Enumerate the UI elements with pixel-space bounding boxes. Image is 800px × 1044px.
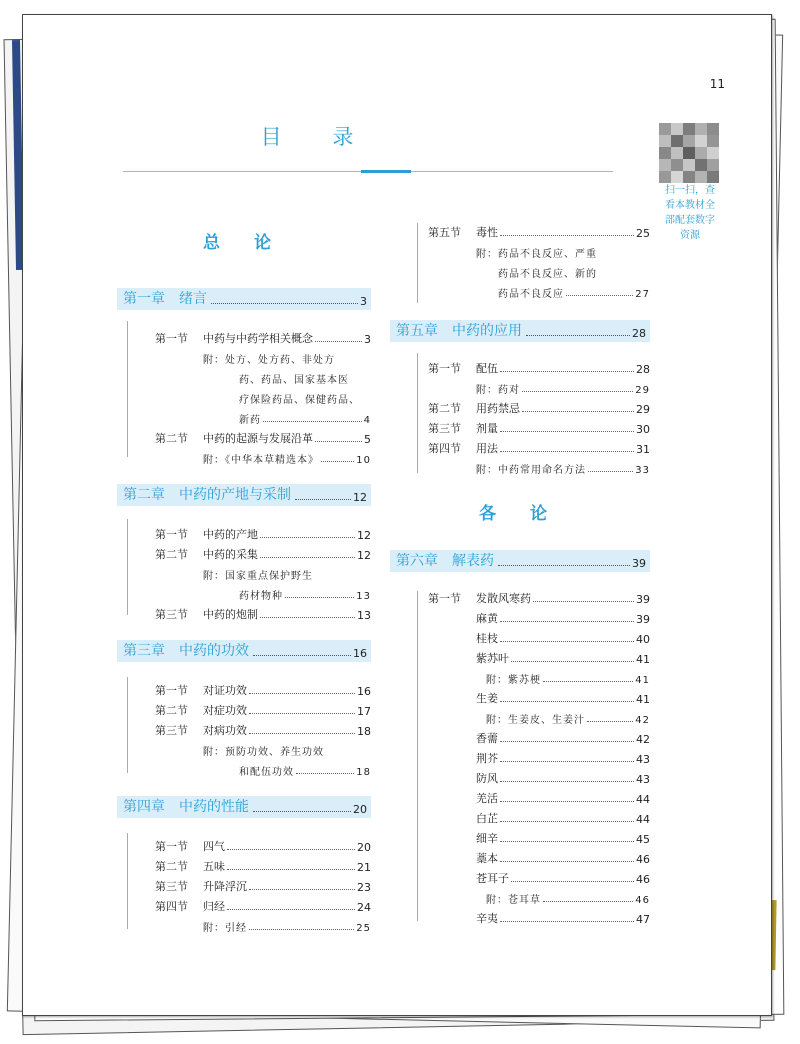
entry-title: 用药禁忌 <box>476 402 520 415</box>
section-number: 第三节 <box>428 422 461 435</box>
chapter-label: 第一章 绪言 <box>123 291 207 307</box>
herb-entry[interactable] <box>390 906 650 926</box>
entry-title: 配伍 <box>476 362 498 375</box>
page-number: 11 <box>709 77 725 91</box>
chapter-2-heading[interactable] <box>117 484 371 506</box>
page-ref: 44 <box>636 793 650 806</box>
page-ref: 43 <box>636 753 650 766</box>
page-ref: 40 <box>636 633 650 646</box>
entry-title: 香薷 <box>476 732 498 745</box>
toc-entry[interactable] <box>117 894 371 914</box>
section-number: 第三节 <box>155 608 188 621</box>
entry-title: 剂量 <box>476 422 498 435</box>
entry-title: 发散风寒药 <box>476 592 531 605</box>
page-ref: 25 <box>356 923 371 934</box>
herb-entry[interactable] <box>390 646 650 666</box>
entry-title: 麻黄 <box>476 612 498 625</box>
page-ref: 24 <box>357 901 371 914</box>
page-ref: 3 <box>364 333 371 346</box>
page-ref: 31 <box>636 443 650 456</box>
entry-title: 对症功效 <box>203 704 247 717</box>
entry-title: 四气 <box>203 840 225 853</box>
section-number: 第四节 <box>155 900 188 913</box>
section-number: 第一节 <box>428 592 461 605</box>
appendix-entry[interactable] <box>390 886 650 906</box>
entry-title: 附：生姜皮、生姜汁 <box>486 715 585 726</box>
entry-title: 附：中药常用命名方法 <box>476 465 586 476</box>
entry-title: 对证功效 <box>203 684 247 697</box>
chapter-5-heading[interactable] <box>390 320 650 342</box>
herb-entry[interactable] <box>390 846 650 866</box>
entry-title: 附：紫苏梗 <box>486 675 541 686</box>
page-ref: 13 <box>356 591 371 602</box>
entry-title: 附：引经 <box>203 923 247 934</box>
toc-entry[interactable] <box>117 678 371 698</box>
column-rule <box>417 353 418 473</box>
toc-entry[interactable] <box>117 522 371 542</box>
chapter-3-heading[interactable] <box>117 640 371 662</box>
entry-title: 辛夷 <box>476 912 498 925</box>
appendix-entry[interactable] <box>117 346 371 366</box>
toc-entry[interactable] <box>117 542 371 562</box>
section-number: 第二节 <box>155 860 188 873</box>
column-rule <box>417 223 418 303</box>
herb-entry[interactable] <box>390 726 650 746</box>
appendix-entry[interactable] <box>390 376 650 396</box>
entry-title: 附：预防功效、养生功效 <box>203 747 324 758</box>
toc-entry[interactable] <box>390 356 650 376</box>
qr-caption-line: 资源 <box>680 230 700 241</box>
entry-title: 藁本 <box>476 852 498 865</box>
column-rule <box>127 833 128 929</box>
herb-entry[interactable] <box>390 866 650 886</box>
toc-left-column <box>117 230 371 934</box>
appendix-entry[interactable] <box>117 446 371 466</box>
page-ref: 4 <box>363 415 371 426</box>
section-number: 第二节 <box>155 432 188 445</box>
entry-title: 附：处方、处方药、非处方 <box>203 355 335 366</box>
entry-title: 药材物种 <box>239 591 283 602</box>
qr-code-image[interactable] <box>659 123 719 183</box>
toc-entry[interactable] <box>117 426 371 446</box>
column-rule <box>127 677 128 773</box>
entry-title: 中药的产地 <box>203 528 258 541</box>
entry-title: 苍耳子 <box>476 872 509 885</box>
entry-title: 药品不良反应、新的 <box>498 269 597 280</box>
toc-entry[interactable] <box>390 436 650 456</box>
section-number: 第二节 <box>428 402 461 415</box>
page-ref: 39 <box>636 613 650 626</box>
page-ref: 25 <box>636 227 650 240</box>
entry-title: 附：药品不良反应、严重 <box>476 249 597 260</box>
chapter-6-heading[interactable] <box>390 550 650 572</box>
page-ref: 3 <box>360 295 367 308</box>
appendix-entry[interactable] <box>390 456 650 476</box>
page-ref: 16 <box>357 685 371 698</box>
chapter-4-heading[interactable] <box>117 796 371 818</box>
entry-title: 防风 <box>476 772 498 785</box>
page-ref: 41 <box>636 693 650 706</box>
appendix-entry <box>390 280 650 300</box>
qr-caption-line: 扫一扫，查 <box>665 185 715 196</box>
page-ref: 21 <box>357 861 371 874</box>
toc-entry[interactable] <box>390 586 650 606</box>
page-ref: 5 <box>364 433 371 446</box>
entry-title: 药、药品、国家基本医 <box>239 375 349 386</box>
section-number: 第三节 <box>155 724 188 737</box>
page-ref: 42 <box>636 733 650 746</box>
entry-title: 疗保险药品、保健药品、 <box>239 395 360 406</box>
entry-title: 中药的采集 <box>203 548 258 561</box>
toc-entry[interactable] <box>117 834 371 854</box>
column-rule <box>127 321 128 457</box>
herb-entry[interactable] <box>390 626 650 646</box>
page-title: 目 录 <box>260 125 376 149</box>
chapter-label: 第三章 中药的功效 <box>123 643 249 659</box>
page-ref: 45 <box>636 833 650 846</box>
page-ref: 29 <box>636 403 650 416</box>
page-ref: 12 <box>353 491 367 504</box>
herb-entry[interactable] <box>390 606 650 626</box>
page-ref: 42 <box>635 715 650 726</box>
page-ref: 28 <box>632 327 646 340</box>
section-number: 第一节 <box>155 684 188 697</box>
page-ref: 41 <box>635 675 650 686</box>
entry-title: 白芷 <box>476 812 498 825</box>
page-ref: 33 <box>635 465 650 476</box>
herb-entry[interactable] <box>390 806 650 826</box>
page-ref: 20 <box>357 841 371 854</box>
herb-entry[interactable] <box>390 686 650 706</box>
herb-list <box>390 606 650 926</box>
toc-entry[interactable] <box>117 854 371 874</box>
appendix-entry <box>390 260 650 280</box>
page-ref: 39 <box>636 593 650 606</box>
section-number: 第二节 <box>155 704 188 717</box>
page-ref: 47 <box>636 913 650 926</box>
toc-entry[interactable] <box>117 326 371 346</box>
page-ref: 39 <box>632 557 646 570</box>
toc-entry[interactable] <box>390 416 650 436</box>
section-number: 第一节 <box>155 528 188 541</box>
chapter-1-heading[interactable] <box>117 288 371 310</box>
entry-title: 新药 <box>239 415 261 426</box>
page-ref: 29 <box>635 385 650 396</box>
chapter-label: 第二章 中药的产地与采制 <box>123 487 291 503</box>
page-ref: 30 <box>636 423 650 436</box>
section-number: 第一节 <box>428 362 461 375</box>
appendix-entry[interactable] <box>117 562 371 582</box>
page-ref: 44 <box>636 813 650 826</box>
toc-entry[interactable] <box>117 602 371 622</box>
appendix-entry[interactable] <box>390 240 650 260</box>
herb-entry[interactable] <box>390 786 650 806</box>
toc-right-column <box>390 220 650 926</box>
page-ref: 10 <box>356 455 371 466</box>
qr-caption <box>653 183 727 243</box>
page-ref: 12 <box>357 549 371 562</box>
entry-title: 荆芥 <box>476 752 498 765</box>
page-ref: 46 <box>636 853 650 866</box>
entry-title: 升降浮沉 <box>203 880 247 893</box>
column-rule <box>127 519 128 615</box>
toc-entry[interactable] <box>117 698 371 718</box>
entry-title: 和配伍功效 <box>239 767 294 778</box>
page-ref: 18 <box>356 767 371 778</box>
section-number: 第一节 <box>155 332 188 345</box>
entry-title: 附：《中华本草精选本》 <box>203 455 319 466</box>
page-ref: 23 <box>357 881 371 894</box>
page-ref: 13 <box>357 609 371 622</box>
entry-title: 生姜 <box>476 692 498 705</box>
entry-title: 归经 <box>203 900 225 913</box>
appendix-entry <box>117 406 371 426</box>
title-rule-accent <box>361 170 411 173</box>
entry-title: 附：苍耳草 <box>486 895 541 906</box>
appendix-entry <box>117 386 371 406</box>
appendix-entry <box>117 582 371 602</box>
toc-entry[interactable] <box>117 718 371 738</box>
appendix-entry[interactable] <box>117 914 371 934</box>
appendix-entry[interactable] <box>390 706 650 726</box>
herb-entry[interactable] <box>390 746 650 766</box>
herb-entry[interactable] <box>390 766 650 786</box>
qr-caption-line: 看本教材全 <box>665 200 715 211</box>
page-ref: 46 <box>635 895 650 906</box>
section-title: 各 论 <box>479 504 561 524</box>
entry-title: 对病功效 <box>203 724 247 737</box>
page-ref: 16 <box>353 647 367 660</box>
toc-entry[interactable] <box>390 220 650 240</box>
entry-title: 毒性 <box>476 226 498 239</box>
toc-entry[interactable] <box>117 874 371 894</box>
qr-caption-line: 部配套数字 <box>665 215 715 226</box>
toc-page <box>22 14 772 1016</box>
page-ref: 18 <box>357 725 371 738</box>
entry-title: 附：药对 <box>476 385 520 396</box>
appendix-entry <box>117 758 371 778</box>
page-ref: 46 <box>636 873 650 886</box>
page-ref: 41 <box>636 653 650 666</box>
entry-title: 紫苏叶 <box>476 652 509 665</box>
entry-title: 附：国家重点保护野生 <box>203 571 313 582</box>
entry-title: 桂枝 <box>476 632 498 645</box>
page-ref: 28 <box>636 363 650 376</box>
toc-entry[interactable] <box>390 396 650 416</box>
entry-title: 用法 <box>476 442 498 455</box>
section-number: 第五节 <box>428 226 461 239</box>
chapter-label: 第六章 解表药 <box>396 553 494 569</box>
section-number: 第一节 <box>155 840 188 853</box>
section-number: 第二节 <box>155 548 188 561</box>
entry-title: 药品不良反应 <box>498 289 564 300</box>
chapter-label: 第五章 中药的应用 <box>396 323 522 339</box>
page-ref: 27 <box>635 289 650 300</box>
section-number: 第四节 <box>428 442 461 455</box>
entry-title: 中药的炮制 <box>203 608 258 621</box>
entry-title: 中药的起源与发展沿革 <box>203 432 313 445</box>
entry-title: 细辛 <box>476 832 498 845</box>
chapter-label: 第四章 中药的性能 <box>123 799 249 815</box>
entry-title: 羌活 <box>476 792 498 805</box>
page-ref: 20 <box>353 803 367 816</box>
entry-title: 中药与中药学相关概念 <box>203 332 313 345</box>
column-rule <box>417 591 418 921</box>
appendix-entry[interactable] <box>390 666 650 686</box>
page-ref: 12 <box>357 529 371 542</box>
section-title: 总 论 <box>203 233 285 253</box>
herb-entry[interactable] <box>390 826 650 846</box>
entry-title: 五味 <box>203 860 225 873</box>
appendix-entry[interactable] <box>117 738 371 758</box>
page-ref: 43 <box>636 773 650 786</box>
page-ref: 17 <box>357 705 371 718</box>
appendix-entry <box>117 366 371 386</box>
section-number: 第三节 <box>155 880 188 893</box>
